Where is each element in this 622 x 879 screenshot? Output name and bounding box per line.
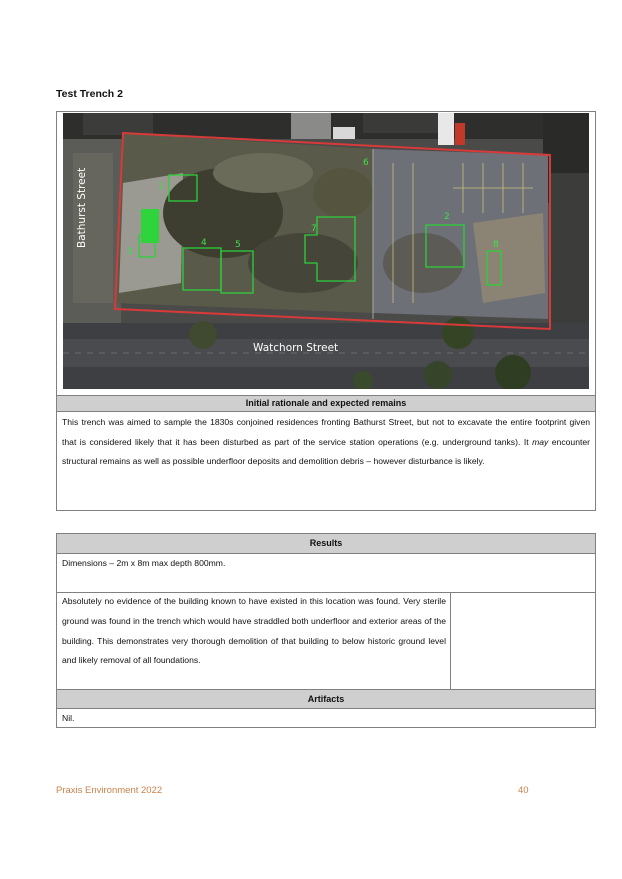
trench-info-box: [56, 111, 596, 511]
dimensions-text: Dimensions – 2m x 8m max depth 800mm.: [62, 558, 226, 568]
trench-label-4: 4: [201, 238, 207, 248]
rationale-title: Initial rationale and expected remains: [57, 395, 595, 412]
aerial-site-photo: [63, 113, 589, 389]
results-table: [56, 533, 596, 728]
trench-label-8: 8: [493, 240, 499, 250]
street-label-bathurst: Bathurst Street: [76, 167, 88, 248]
trench-label-2: 2: [444, 212, 450, 222]
results-description: Absolutely no evidence of the building known to have existed in this location was found. Very sterile ground was found in the trench which would have straddled both underfloor and exterior areas of the building. This demonstrates very thorough demolition of that building to below historic ground level and likely removal of all foundations.: [62, 596, 446, 666]
trench-label-6: 6: [363, 158, 369, 168]
trench-label-1: 1: [158, 182, 164, 192]
results-title: Results: [57, 534, 595, 554]
trench-label-5: 5: [235, 240, 241, 250]
rationale-text-emphasis: may: [532, 436, 549, 447]
street-label-watchorn: Watchorn Street: [253, 342, 339, 354]
trench-label-7: 7: [311, 224, 317, 234]
artifacts-title: Artifacts: [57, 689, 595, 709]
section-heading: Test Trench 2: [56, 88, 123, 100]
column-divider: [450, 593, 451, 690]
artifacts-text: Nil.: [62, 713, 75, 723]
rationale-text-part1: This trench was aimed to sample the 1830s conjoined residences fronting Bathurst Street, but not to excavate the entire footprint given that is considered likely that it has been disturbed as part of the service station operations (e.g. underground tanks). It: [62, 417, 590, 447]
footer-organization: Praxis Environment 2022: [56, 785, 163, 796]
page-number: 40: [518, 785, 529, 796]
rationale-text: [62, 413, 590, 472]
rationale-text-part2: encounter structural remains as well as possible underfloor deposits and demolition debris – however disturbance is likely.: [62, 436, 590, 466]
trench-label-3: 3: [127, 247, 133, 257]
